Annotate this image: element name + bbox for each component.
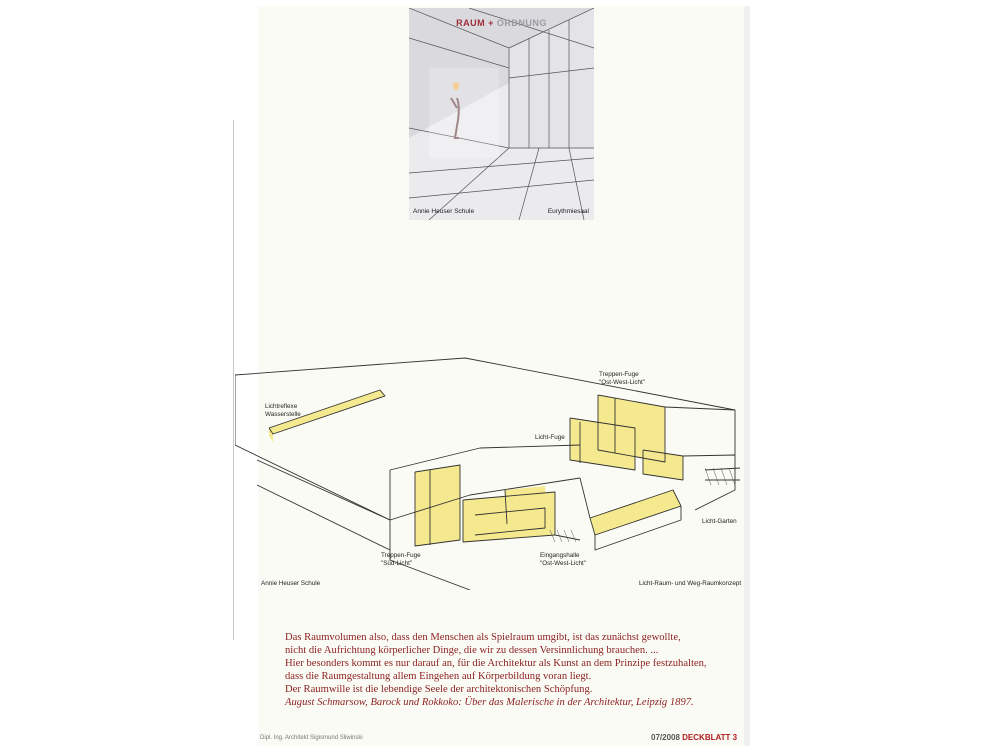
quote-citation: August Schmarsow, Barock und Rokkoko: Über das Malerische in der Architektur, Leipzig 1897. bbox=[285, 696, 694, 708]
cover-caption-left: Annie Heuser Schule bbox=[413, 208, 475, 215]
quote-line: Das Raumvolumen also, dass den Menschen als Spielraum umgibt, ist das zunächst gewollte, bbox=[285, 632, 681, 643]
footer-sheet-name: DECKBLATT 3 bbox=[682, 733, 738, 742]
quote-line: dass die Raumgestaltung allem Eingehen auf Körperbildung voran liegt. bbox=[285, 670, 592, 682]
axonometric-sketch bbox=[235, 350, 745, 590]
footer-sheet-id bbox=[651, 733, 737, 742]
cover-title-plus: + bbox=[488, 18, 494, 28]
label-treppen-fuge-sued: Treppen-Fuge "Süd-Licht" bbox=[381, 552, 421, 567]
sheet-edge-line bbox=[233, 120, 234, 640]
sketch-caption-right: Licht-Raum- und Weg-Raumkonzept bbox=[639, 580, 742, 587]
quote-line: nicht die Aufrichtung körperlicher Dinge, die wir zu dessen Versinnlichung brauchen. ... bbox=[285, 644, 659, 656]
label-licht-fuge: Licht-Fuge bbox=[535, 434, 565, 441]
eurythmy-hall-sketch bbox=[409, 8, 594, 220]
cover-title-ordnung: ORDNUNG bbox=[496, 18, 547, 28]
footer-author: Dipl. Ing. Architekt Sigismund Sliwinski bbox=[260, 735, 363, 741]
cover-title bbox=[409, 18, 594, 28]
quote-block bbox=[285, 632, 735, 709]
quote-line: Hier besonders kommt es nur darauf an, für die Architektur als Kunst an dem Prinzipe festzuhalten, bbox=[285, 657, 707, 669]
label-licht-garten: Licht-Garten bbox=[702, 518, 737, 525]
cover-caption-right: Eurythmiesaal bbox=[547, 208, 589, 215]
label-eingangshalle: Eingangshalle "Ost-West-Licht" bbox=[540, 552, 586, 567]
label-treppen-fuge-ost-west: Treppen-Fuge "Ost-West-Licht" bbox=[599, 371, 645, 386]
label-lichtreflexe: Lichtreflexe Wasserstelle bbox=[265, 403, 301, 418]
cover-image bbox=[409, 8, 594, 220]
cover-title-raum: RAUM bbox=[456, 18, 486, 28]
footer-date: 07/2008 bbox=[651, 733, 680, 742]
sketch-caption-left: Annie Heuser Schule bbox=[261, 580, 321, 587]
quote-line: Der Raumwille ist die lebendige Seele der architektonischen Schöpfung. bbox=[285, 683, 593, 695]
